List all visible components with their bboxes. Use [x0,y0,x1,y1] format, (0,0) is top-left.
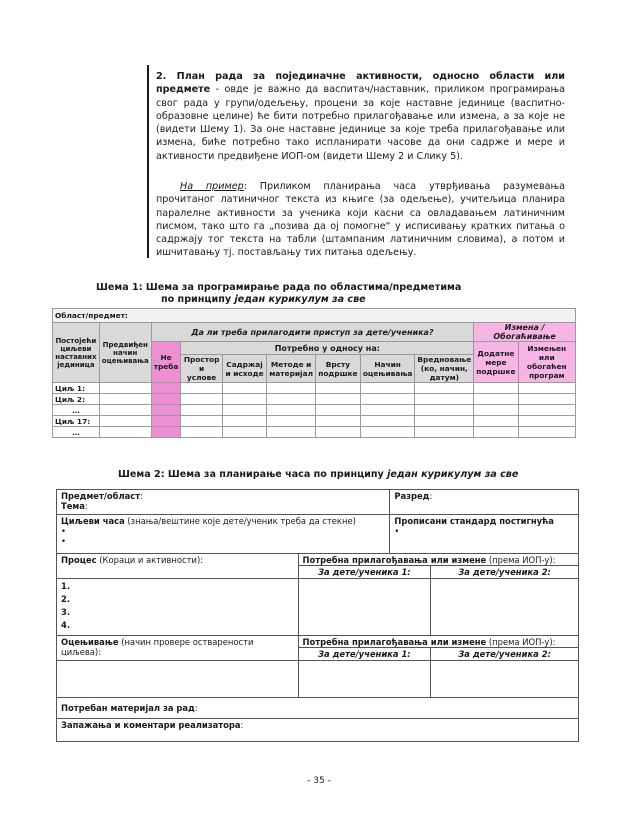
notes-cell: Запажања и коментари реализатора: [57,719,579,742]
example-label: На пример [180,181,244,192]
child1-header-2: За дете/ученика 1: [298,648,431,661]
col-content: Садржај и исходе [222,355,266,383]
scheme2-caption: Шема 2: Шема за планирање часа по принципу један курикулум за све [118,469,519,480]
question-header: Да ли треба прилагодити приступ за дете/ученика? [151,323,474,342]
section-box [147,65,567,258]
table-row: … [53,427,576,438]
section-paragraph [156,70,565,163]
standard-cell: Прописани стандард постигнућа • [390,515,579,554]
grade-cell: Разред: [390,490,579,515]
extra-support-header: Додатне мере подршке [474,342,518,383]
process-header: Процес (Кораци и активности): [57,554,299,579]
adjust-header-1: Потребна прилагођавања или измене (према ИОП-у): [298,554,579,566]
subject-topic-cell: Предмет/област: Тема: [57,490,390,515]
scheme1-caption-line1: Шема 1: Шема за програмирање рада по областима/предметима [96,282,462,293]
example-text: : Приликом планирања часа утврђивања разумевања прочитаног латиничног текста из књиге (за одељење), учитељица планира паралелне активности за ученика који касни са овладавањем латиничним писмом, тако што га „позива да ој помогне“ у исписивању кратких питања о садржају тог текста на табли (штампаним латиничним словима), а потом и ишчитавању тј. постављању тих питања одељењу. [156,181,565,259]
section-heading: 2. План рада за појединачне активности, односно области или предмете [156,71,565,96]
scheme2-table [56,489,579,742]
steps-cell: 1. 2. 3. 4. [57,579,299,636]
table-row: Циљ 2: [53,394,576,405]
needed-header: Потребно у односу на: [181,342,474,355]
table-row: … [53,405,576,416]
page-number: - 35 - [307,776,331,786]
child1-header: За дете/ученика 1: [298,566,431,579]
lesson-goals-cell: Циљеви часа (знања/вештине које дете/ученик треба да стекне) • • [57,515,390,554]
example-paragraph [156,180,565,260]
child2-header: За дете/ученика 2: [431,566,579,579]
evaluation-header: Оцењивање (начин провере остварености циљева): [57,636,299,661]
material-cell: Потребан материјал за рад: [57,698,579,719]
col-valuation: Вредновање (ко, начин, датум) [415,355,474,383]
col-methods: Методе и материјал [267,355,316,383]
col-support: Врсту подршке [315,355,360,383]
goals-header: Постојећи циљеви наставних јединица [53,323,100,383]
col-evaluation: Начин оцењивања [360,355,415,383]
table-row: Циљ 1: [53,383,576,394]
table-row: Циљ 17: [53,416,576,427]
no-need-header: Не треба [151,342,181,383]
area-cell: Област/предмет: [53,309,576,323]
child2-header-2: За дете/ученика 2: [431,648,579,661]
adjusted-program-header: Измењен или обогаћен програм [518,342,575,383]
col-space: Простор и услове [181,355,222,383]
section-body: - овде је важно да васпитач/наставник, приликом програмирања свог рада у групи/одељењу, процени за које наставне јединице (васпитно-образовне целине) ће бити потребно прилагођавање или измена, а за које не (видети Шему 1). За оне наставне јединице за које треба прилагођавање или измена, биће потребно тако испланирати часове да они садрже и мере и активности предвиђене ИОП-ом (видети Шему 2 и Слику 5). [156,84,565,162]
scheme1-caption-line2: по принципу један курикулум за све [161,294,366,305]
adjust-header-2: Потребна прилагођавања или измене (према ИОП-у): [298,636,579,648]
planned-eval-header: Предвиђен начин оцењивања [99,323,151,383]
scheme1-table [52,308,576,438]
adjust-header: Измена / Обогаћивање [474,323,576,342]
